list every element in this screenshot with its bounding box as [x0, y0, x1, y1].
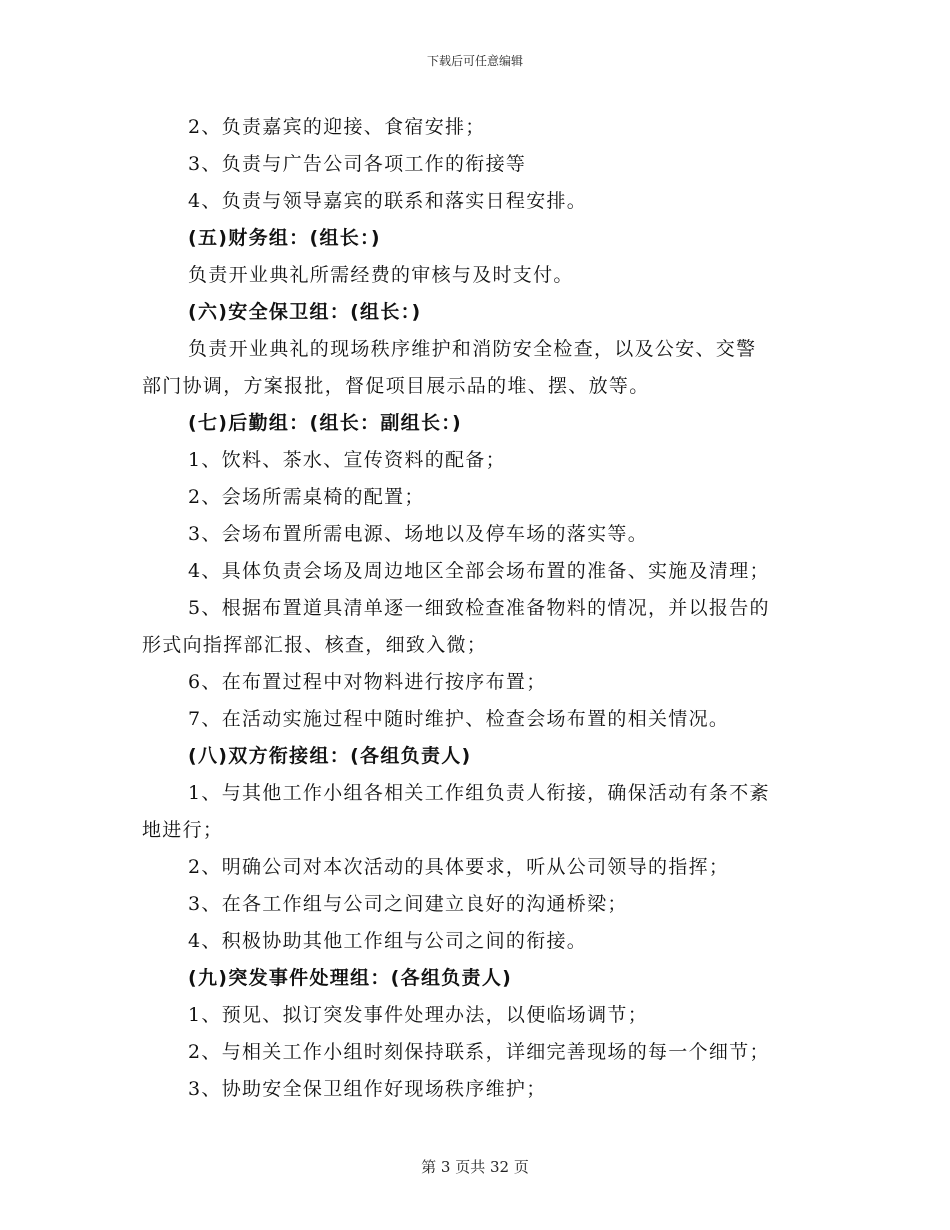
list-item: 3、负责与广告公司各项工作的衔接等	[188, 153, 527, 175]
list-item: 2、会场所需桌椅的配置；	[188, 486, 425, 508]
list-item: 2、明确公司对本次活动的具体要求，听从公司领导的指挥；	[188, 856, 730, 878]
section-heading-logistics: (七)后勤组：(组长：副组长：)	[188, 412, 463, 434]
list-item: 2、与相关工作小组时刻保持联系，详细完善现场的每一个细节；	[188, 1041, 770, 1063]
paragraph: 负责开业典礼所需经费的审核与及时支付。	[188, 264, 574, 286]
list-item: 5、根据布置道具清单逐一细致检查准备物料的情况，并以报告的	[188, 597, 770, 619]
list-item-continuation: 形式向指挥部汇报、核查，细致入微；	[142, 634, 488, 656]
list-item-continuation: 地进行；	[142, 819, 224, 841]
list-item: 1、饮料、茶水、宣传资料的配备；	[188, 449, 506, 471]
section-heading-security: (六)安全保卫组：(组长：)	[188, 301, 422, 323]
section-heading-liaison: (八)双方衔接组：(各组负责人)	[188, 745, 472, 767]
list-item: 4、积极协助其他工作组与公司之间的衔接。	[188, 930, 588, 952]
list-item: 3、协助安全保卫组作好现场秩序维护；	[188, 1078, 547, 1100]
list-item: 4、负责与领导嘉宾的联系和落实日程安排。	[188, 190, 588, 212]
page-number-footer: 第 3 页共 32 页	[421, 1158, 529, 1176]
list-item: 1、预见、拟订突发事件处理办法，以便临场调节；	[188, 1004, 648, 1026]
paragraph-continuation: 部门协调，方案报批，督促项目展示品的堆、摆、放等。	[142, 375, 650, 397]
document-body	[142, 109, 812, 1108]
list-item: 2、负责嘉宾的迎接、食宿安排；	[188, 116, 486, 138]
list-item: 3、在各工作组与公司之间建立良好的沟通桥梁；	[188, 893, 628, 915]
list-item: 1、与其他工作小组各相关工作组负责人衔接，确保活动有条不紊	[188, 782, 770, 804]
section-heading-emergency: (九)突发事件处理组：(各组负责人)	[188, 967, 513, 989]
page-header-note: 下载后可任意编辑	[426, 54, 523, 68]
list-item: 6、在布置过程中对物料进行按序布置；	[188, 671, 547, 693]
list-item: 4、具体负责会场及周边地区全部会场布置的准备、实施及清理；	[188, 560, 770, 582]
list-item: 3、会场布置所需电源、场地以及停车场的落实等。	[188, 523, 648, 545]
paragraph: 负责开业典礼的现场秩序维护和消防安全检查，以及公安、交警	[188, 338, 757, 360]
list-item: 7、在活动实施过程中随时维护、检查会场布置的相关情况。	[188, 708, 730, 730]
section-heading-finance: (五)财务组：(组长：)	[188, 227, 381, 249]
